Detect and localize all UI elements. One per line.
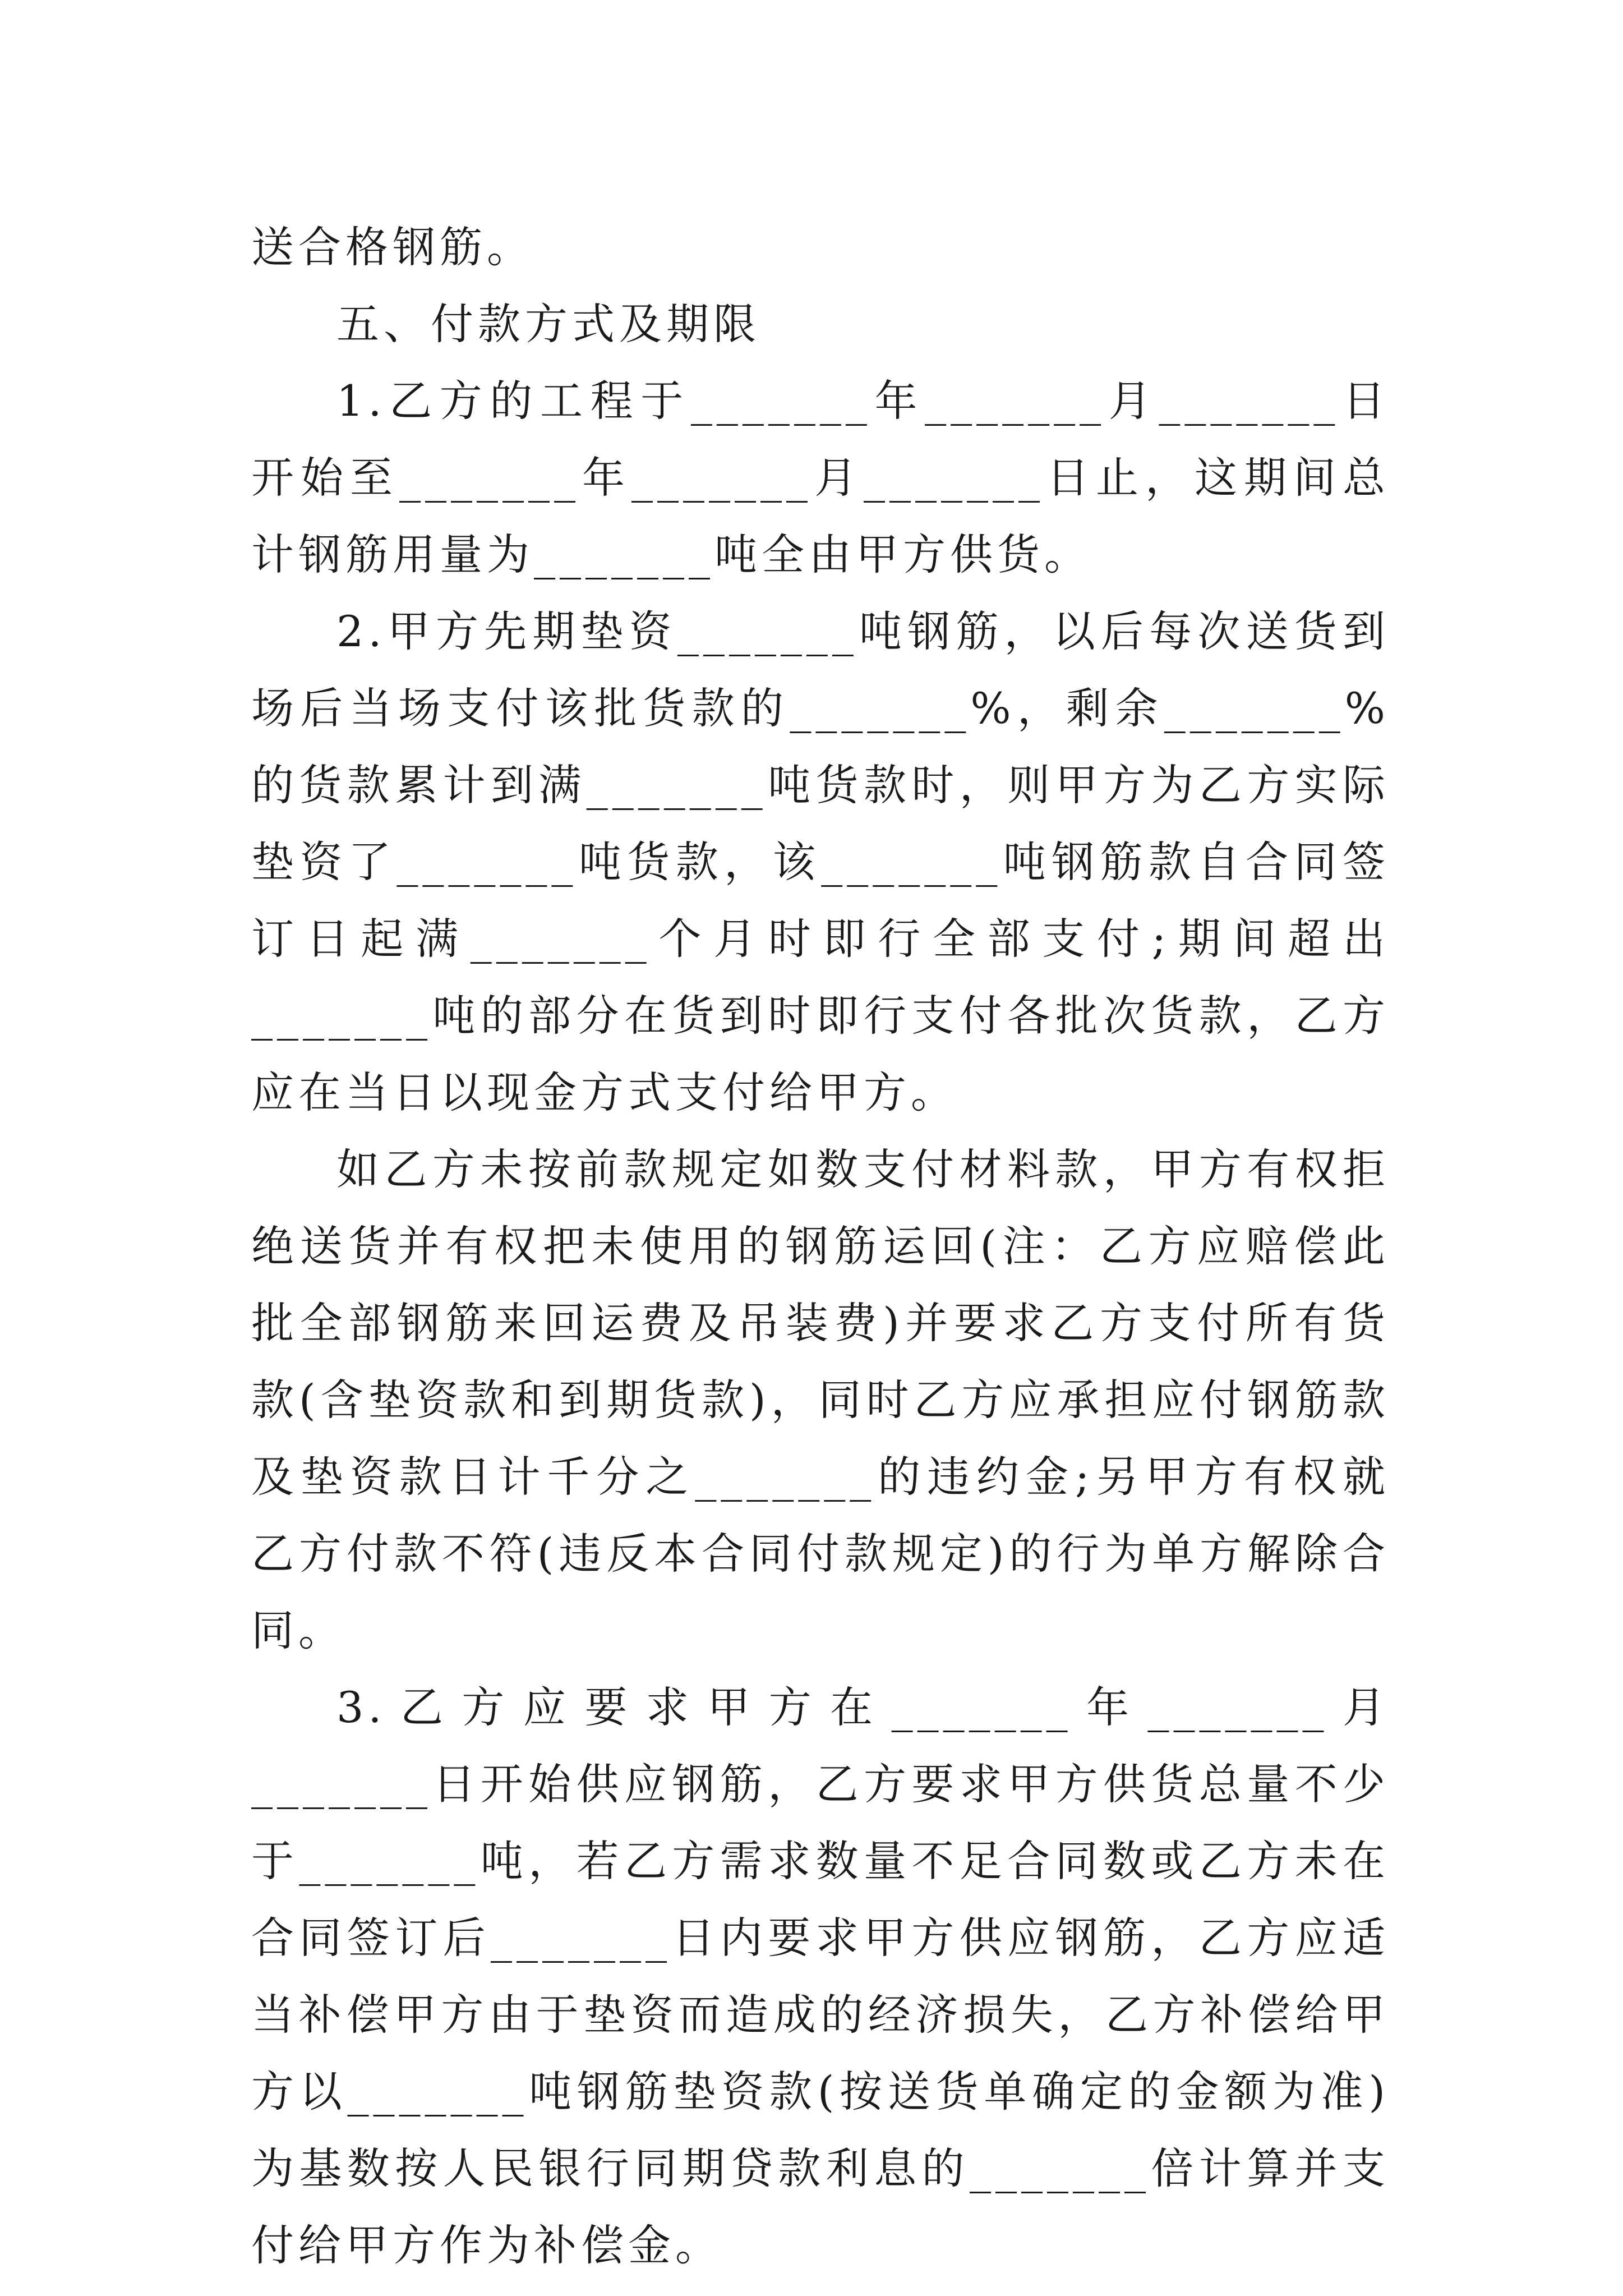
document-body bbox=[251, 209, 1390, 2284]
clause-2-breach: 如乙方未按前款规定如数支付材料款，甲方有权拒绝送货并有权把未使用的钢筋运回(注：乙方应赔偿此批全部钢筋来回运费及吊装费)并要求乙方支付所有货款(含垫资款和到期货款)，同时乙方应承担应付钢筋款及垫资款日计千分之_______的违约金;另甲方有权就乙方付款不符(违反本合同付款规定)的行为单方解除合同。 bbox=[251, 1144, 1390, 1655]
clause-1: 1.乙方的工程于_______年_______月_______日开始至_______年_______月_______日止，这期间总计钢筋用量为_______吨全由甲方供货。 bbox=[251, 376, 1390, 579]
section-heading-payment: 五、付款方式及期限 bbox=[336, 299, 760, 349]
clause-3: 3.乙方应要求甲方在_______年_______月_______日开始供应钢筋，乙方要求甲方供货总量不少于_______吨，若乙方需求数量不足合同数或乙方未在合同签订后_______日内要求甲方供应钢筋，乙方应适当补偿甲方由于垫资而造成的经济损失，乙方补偿给甲方以_______吨钢筋垫资款(按送货单确定的金额为准)为基数按人民银行同期贷款利息的_______倍计算并支付给甲方作为补偿金。 bbox=[251, 1682, 1390, 2270]
paragraph-continuation: 送合格钢筋。 bbox=[251, 222, 534, 272]
clause-2: 2.甲方先期垫资_______吨钢筋，以后每次送货到场后当场支付该批货款的_______%，剩余_______%的货款累计到满_______吨货款时，则甲方为乙方实际垫资了_______吨货款，该_______吨钢筋款自合同签订日起满_______个月时即行全部支付;期间超出_______吨的部分在货到时即行支付各批次货款，乙方应在当日以现金方式支付给甲方。 bbox=[251, 606, 1390, 1117]
